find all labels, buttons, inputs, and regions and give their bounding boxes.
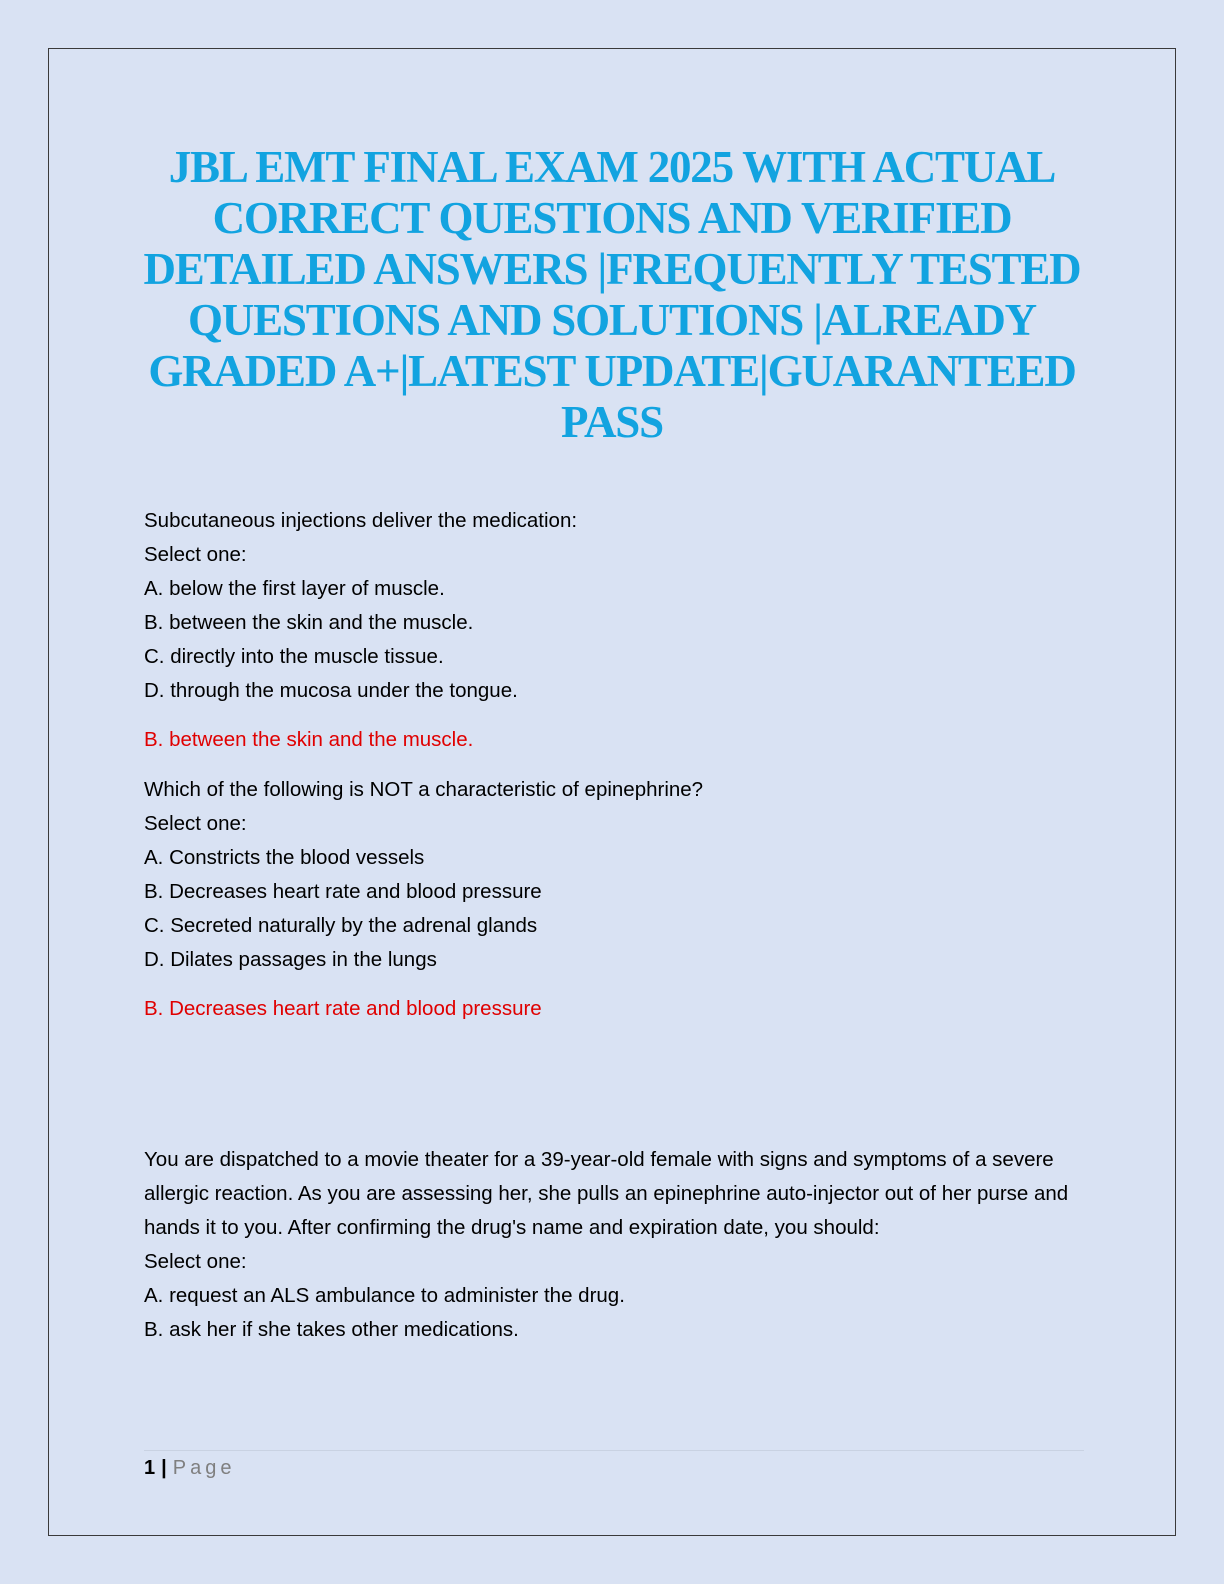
question-1-prompt: Subcutaneous injections deliver the medication:: [144, 509, 578, 532]
question-1-option-b: B. between the skin and the muscle.: [144, 611, 474, 634]
question-1-option-d: D. through the mucosa under the tongue.: [144, 679, 518, 702]
document-title: JBL EMT FINAL EXAM 2025 WITH ACTUAL CORRECT QUESTIONS AND VERIFIED DETAILED ANSWERS |FREQUENTLY TESTED QUESTIONS AND SOLUTIONS |ALREADY GRADED A+|LATEST UPDATE|GUARANTEED PASS: [143, 142, 1081, 447]
page-number: 1: [144, 1457, 156, 1479]
page-label: Page: [172, 1457, 236, 1479]
question-2-answer: B. Decreases heart rate and blood pressure: [144, 997, 542, 1020]
footer-divider: [144, 1450, 1084, 1451]
question-2-prompt: Which of the following is NOT a characteristic of epinephrine?: [144, 778, 704, 801]
question-1: [144, 504, 1084, 757]
question-2-option-b: B. Decreases heart rate and blood pressure: [144, 880, 542, 903]
question-1-option-c: C. directly into the muscle tissue.: [144, 645, 444, 668]
footer-separator: |: [161, 1457, 167, 1479]
page-footer: [144, 1454, 235, 1482]
question-2-option-a: A. Constricts the blood vessels: [144, 846, 425, 869]
question-3-prompt: You are dispatched to a movie theater for a 39-year-old female with signs and symptoms of a severe allergic reaction. As you are assessing her, she pulls an epinephrine auto-injector out of her purse and hands it to you. After confirming the drug's name and expiration date, you should:: [144, 1148, 1069, 1239]
question-1-instruction: Select one:: [144, 543, 247, 566]
question-1-answer: B. between the skin and the muscle.: [144, 728, 474, 751]
question-1-option-a: A. below the first layer of muscle.: [144, 577, 445, 600]
question-3: [144, 1143, 1084, 1347]
question-3-option-a: A. request an ALS ambulance to administer the drug.: [144, 1284, 625, 1307]
question-2: [144, 773, 1084, 1026]
question-2-option-c: C. Secreted naturally by the adrenal glands: [144, 914, 538, 937]
question-2-instruction: Select one:: [144, 812, 247, 835]
question-2-option-d: D. Dilates passages in the lungs: [144, 948, 437, 971]
question-3-instruction: Select one:: [144, 1250, 247, 1273]
question-3-option-b: B. ask her if she takes other medications.: [144, 1318, 519, 1341]
